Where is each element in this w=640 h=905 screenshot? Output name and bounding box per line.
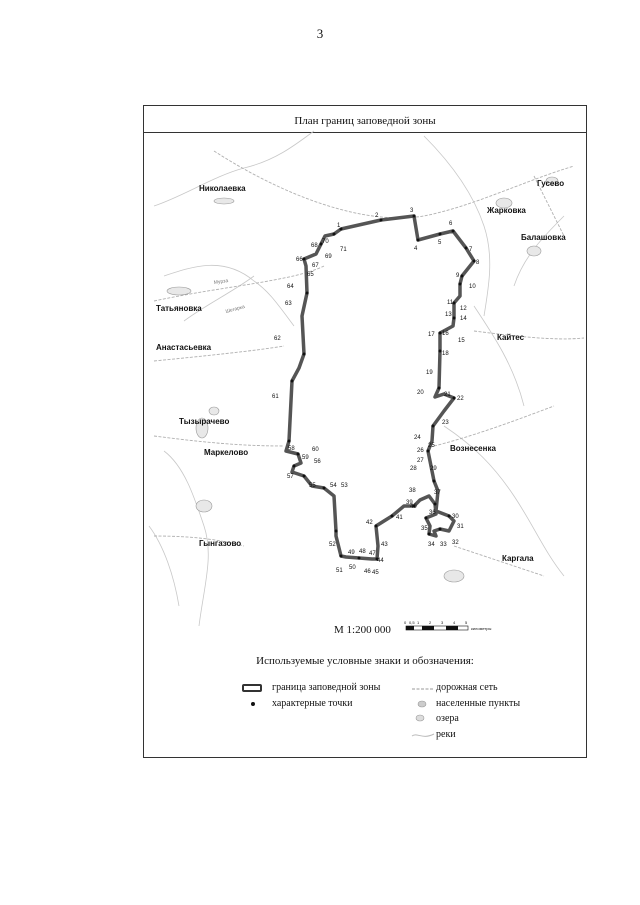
svg-text:49: 49 xyxy=(348,550,355,556)
svg-text:68: 68 xyxy=(311,243,318,249)
svg-text:55: 55 xyxy=(309,483,316,489)
svg-text:Жарковка: Жарковка xyxy=(487,206,526,215)
svg-text:21: 21 xyxy=(444,392,451,398)
svg-text:Гынгазово: Гынгазово xyxy=(199,539,242,548)
svg-text:56: 56 xyxy=(314,459,321,465)
svg-text:Тызырачево: Тызырачево xyxy=(179,417,230,426)
svg-text:46: 46 xyxy=(364,569,371,575)
legend-rivers: реки xyxy=(436,729,456,740)
svg-text:63: 63 xyxy=(285,301,292,307)
svg-text:0,5: 0,5 xyxy=(409,620,415,625)
boundary-legend-icon xyxy=(242,684,262,692)
svg-text:Татьяновка: Татьяновка xyxy=(156,304,202,313)
svg-text:48: 48 xyxy=(359,549,366,555)
svg-text:9: 9 xyxy=(456,273,460,279)
legend-lakes: озера xyxy=(436,713,459,724)
svg-text:69: 69 xyxy=(325,254,332,260)
point-labels xyxy=(272,208,480,576)
svg-text:38: 38 xyxy=(409,488,416,494)
svg-text:44: 44 xyxy=(377,558,384,564)
river-labels xyxy=(213,278,245,315)
svg-text:66: 66 xyxy=(296,257,303,263)
svg-text:1: 1 xyxy=(337,223,341,229)
svg-text:42: 42 xyxy=(366,520,373,526)
svg-text:27: 27 xyxy=(417,458,424,464)
settlements-layer xyxy=(167,177,558,582)
legend-roads: дорожная сеть xyxy=(436,682,498,693)
svg-text:57: 57 xyxy=(287,474,294,480)
svg-text:17: 17 xyxy=(428,332,435,338)
svg-text:Кайтес: Кайтес xyxy=(497,333,525,342)
svg-text:25: 25 xyxy=(428,443,435,449)
legend-points: характерные точки xyxy=(272,698,353,709)
svg-text:15: 15 xyxy=(458,338,465,344)
svg-text:3: 3 xyxy=(441,620,444,625)
svg-text:52: 52 xyxy=(329,542,336,548)
svg-text:Каргала: Каргала xyxy=(502,554,534,563)
svg-text:35: 35 xyxy=(421,526,428,532)
svg-text:47: 47 xyxy=(369,551,376,557)
svg-text:2: 2 xyxy=(429,620,432,625)
svg-text:5: 5 xyxy=(465,620,468,625)
svg-text:59: 59 xyxy=(302,455,309,461)
svg-text:16: 16 xyxy=(442,331,449,337)
svg-text:10: 10 xyxy=(469,284,476,290)
svg-text:31: 31 xyxy=(457,524,464,530)
page-number: 3 xyxy=(316,26,324,41)
svg-text:километры: километры xyxy=(471,626,492,631)
svg-text:12: 12 xyxy=(460,306,467,312)
svg-text:62: 62 xyxy=(274,336,281,342)
svg-text:64: 64 xyxy=(287,284,294,290)
svg-text:37: 37 xyxy=(434,490,441,496)
svg-text:29: 29 xyxy=(430,466,437,472)
svg-text:3: 3 xyxy=(410,208,414,214)
svg-text:28: 28 xyxy=(410,466,417,472)
legend-settlements: населенные пункты xyxy=(436,698,521,709)
svg-text:32: 32 xyxy=(452,540,459,546)
svg-text:51: 51 xyxy=(336,568,343,574)
svg-text:54: 54 xyxy=(330,483,337,489)
svg-text:7: 7 xyxy=(469,247,473,253)
svg-text:22: 22 xyxy=(457,396,464,402)
svg-text:4: 4 xyxy=(453,620,456,625)
svg-text:13: 13 xyxy=(445,312,452,318)
svg-text:67: 67 xyxy=(312,263,319,269)
svg-text:Гусево: Гусево xyxy=(537,179,565,188)
svg-text:Мурза: Мурза xyxy=(213,278,229,286)
svg-text:5: 5 xyxy=(438,240,442,246)
svg-text:19: 19 xyxy=(426,370,433,376)
svg-text:43: 43 xyxy=(381,542,388,548)
svg-text:4: 4 xyxy=(414,246,418,252)
svg-text:60: 60 xyxy=(312,447,319,453)
svg-text:65: 65 xyxy=(307,272,314,278)
svg-text:18: 18 xyxy=(442,351,449,357)
svg-text:33: 33 xyxy=(440,542,447,548)
svg-text:2: 2 xyxy=(375,213,379,219)
svg-text:40: 40 xyxy=(410,504,417,510)
legend-title: Используемые условные знаки и обозначения: xyxy=(256,655,474,667)
settlement-labels xyxy=(156,179,566,563)
svg-text:24: 24 xyxy=(414,435,421,441)
point-legend-icon xyxy=(251,702,255,706)
svg-text:26: 26 xyxy=(417,448,424,454)
svg-text:39: 39 xyxy=(406,500,413,506)
svg-text:70: 70 xyxy=(322,239,329,245)
svg-text:41: 41 xyxy=(396,515,403,521)
svg-text:71: 71 xyxy=(340,247,347,253)
svg-text:Балашовка: Балашовка xyxy=(521,233,566,242)
svg-text:Анастасьевка: Анастасьевка xyxy=(156,343,212,352)
svg-text:53: 53 xyxy=(341,483,348,489)
svg-text:Шегарка: Шегарка xyxy=(224,304,246,315)
svg-text:36: 36 xyxy=(429,510,436,516)
svg-text:45: 45 xyxy=(372,570,379,576)
svg-text:58: 58 xyxy=(288,446,295,452)
scale-label: М 1:200 000 xyxy=(334,624,391,636)
legend-symbols xyxy=(412,689,434,736)
svg-text:1: 1 xyxy=(417,620,420,625)
svg-text:50: 50 xyxy=(349,565,356,571)
svg-text:61: 61 xyxy=(272,394,279,400)
svg-text:0: 0 xyxy=(404,620,407,625)
svg-text:20: 20 xyxy=(417,390,424,396)
map-title: План границ заповедной зоны xyxy=(144,106,586,133)
svg-text:30: 30 xyxy=(452,514,459,520)
svg-text:6: 6 xyxy=(449,221,453,227)
svg-text:Вознесенка: Вознесенка xyxy=(450,444,496,453)
svg-text:Николаевка: Николаевка xyxy=(199,184,246,193)
svg-text:14: 14 xyxy=(460,316,467,322)
svg-text:23: 23 xyxy=(442,420,449,426)
svg-text:11: 11 xyxy=(447,300,454,306)
svg-text:Маркелово: Маркелово xyxy=(204,448,249,457)
svg-text:8: 8 xyxy=(476,260,480,266)
svg-text:34: 34 xyxy=(428,542,435,548)
scale-bar xyxy=(404,620,491,631)
map-frame xyxy=(143,105,587,758)
legend-boundary: граница заповедной зоны xyxy=(272,682,381,693)
